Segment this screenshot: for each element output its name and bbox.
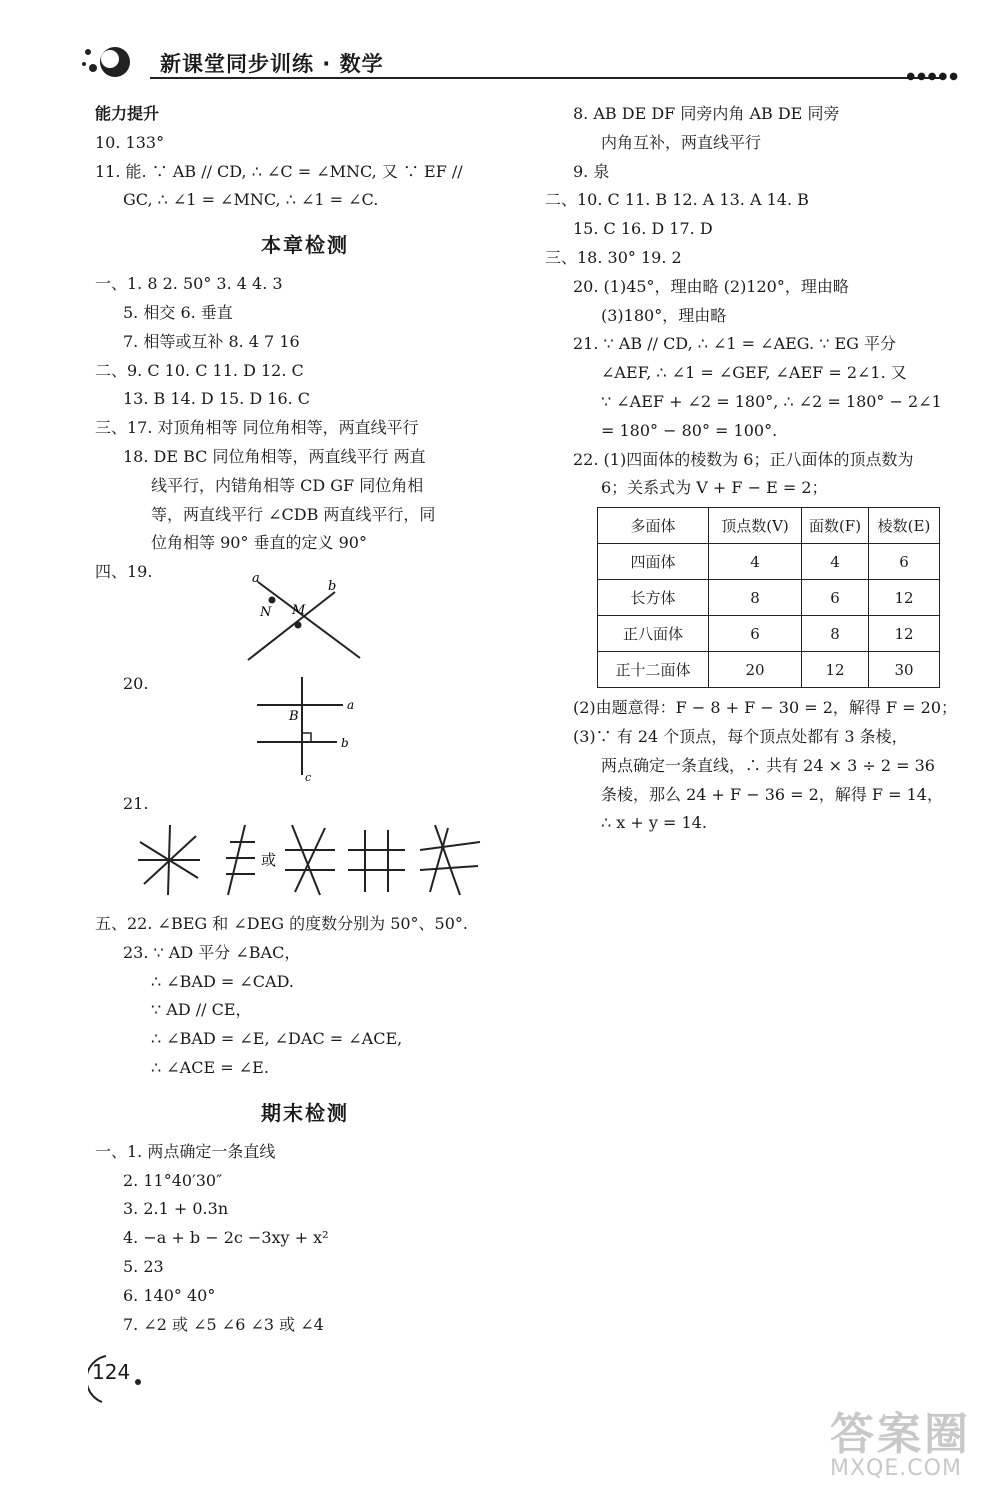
right-q20-line2: (3)180°，理由略 <box>601 305 727 325</box>
section1-line1: 一、1. 8 2. 50° 3. 4 4. 3 <box>95 274 283 294</box>
fig21-parallel-crossing <box>226 825 255 895</box>
fig21-or-text: 或 <box>261 851 277 869</box>
page-number: 124 <box>92 1360 131 1384</box>
table-cell: 12 <box>802 652 869 688</box>
final-q7: 7. ∠2 或 ∠5 ∠6 ∠3 或 ∠4 <box>123 1314 324 1334</box>
chapter-test-title: 本章检测 <box>261 233 349 258</box>
table-header-cell: 面数(F) <box>802 508 869 544</box>
table-cell: 4 <box>709 544 802 580</box>
right-section3-line1: 三、18. 30° 19. 2 <box>545 247 682 267</box>
table-cell: 正八面体 <box>598 616 709 652</box>
right-q21-line2: ∠AEF, ∴ ∠1 = ∠GEF, ∠AEF = 2∠1. 又 <box>601 363 907 383</box>
header-rule <box>150 77 940 79</box>
table-header-row <box>598 508 940 544</box>
table-cell: 8 <box>802 616 869 652</box>
table-row <box>598 616 940 652</box>
table-cell: 长方体 <box>598 580 709 616</box>
page-header <box>70 40 960 85</box>
table-cell: 正十二面体 <box>598 652 709 688</box>
table-cell: 四面体 <box>598 544 709 580</box>
right-q22-line1: 22. (1)四面体的棱数为 6；正八面体的顶点数为 <box>573 449 914 469</box>
right-q20-line1: 20. (1)45°，理由略 (2)120°，理由略 <box>573 276 849 296</box>
final-q1: 一、1. 两点确定一条直线 <box>95 1141 276 1161</box>
fig19-label-b: b <box>328 579 337 594</box>
header-title: 新课堂同步训练 · 数学 <box>160 52 384 76</box>
section1-line2: 5. 相交 6. 垂直 <box>123 302 233 322</box>
section5-q23-line4: ∴ ∠BAD = ∠E, ∠DAC = ∠ACE, <box>151 1029 403 1049</box>
question-21-label: 21. <box>123 794 149 813</box>
fig19-label-a: a <box>252 571 260 586</box>
fig21-fan-shape <box>420 825 480 895</box>
question-20-label: 20. <box>123 674 149 693</box>
table-cell: 8 <box>709 580 802 616</box>
table-row <box>598 544 940 580</box>
table-row <box>598 652 940 688</box>
right-q22-part2: (2)由题意得：F − 8 + F − 30 = 2，解得 F = 20； <box>573 698 958 718</box>
section5-q22: 五、22. ∠BEG 和 ∠DEG 的度数分别为 50°、50°. <box>95 914 469 933</box>
final-test-title: 期末检测 <box>261 1100 349 1125</box>
table-cell: 4 <box>802 544 869 580</box>
fig20-label-B: B <box>289 709 299 724</box>
left-column-lower <box>95 910 515 1339</box>
figure-20 <box>255 675 365 785</box>
section2-line2: 13. B 14. D 15. D 16. C <box>123 389 311 409</box>
final-q4: 4. −a + b − 2c −3xy + x² <box>123 1228 329 1248</box>
fig19-label-n: N <box>260 605 272 620</box>
section2-line1: 二、9. C 10. C 11. D 12. C <box>95 360 304 380</box>
answer-11-line2: GC, ∴ ∠1 = ∠MNC, ∴ ∠1 = ∠C. <box>123 190 379 210</box>
answer-10: 10. 133° <box>95 132 165 152</box>
right-section2-line2: 15. C 16. D 17. D <box>573 219 713 239</box>
right-q9: 9. 泉 <box>573 161 610 181</box>
right-q21-line4: = 180° − 80° = 100°. <box>601 420 778 440</box>
fig19-label-m: M <box>292 603 306 618</box>
watermark-url: MXQE.COM <box>830 1456 962 1481</box>
table-cell: 20 <box>709 652 802 688</box>
right-q22-part3-line3: 条棱，那么 24 + F − 36 = 2，解得 F = 14， <box>601 784 943 804</box>
figure-19 <box>240 570 380 670</box>
fig20-label-a: a <box>347 698 355 712</box>
polyhedra-table <box>597 507 940 688</box>
figure-21 <box>130 820 490 900</box>
right-q22-part3-line2: 两点确定一条直线，∴ 共有 24 × 3 ÷ 2 = 36 <box>601 755 935 775</box>
section3-line3: 线平行，内错角相等 CD GF 同位角相 <box>151 475 424 495</box>
section3-line1: 三、17. 对顶角相等 同位角相等，两直线平行 <box>95 418 419 438</box>
fig20-label-b: b <box>341 736 349 750</box>
site-watermark <box>830 1398 971 1481</box>
section1-line3: 7. 相等或互补 8. 4 7 16 <box>123 331 300 351</box>
table-header-cell: 多面体 <box>598 508 709 544</box>
final-q3: 3. 2.1 + 0.3n <box>123 1199 229 1219</box>
final-q2: 2. 11°40′30″ <box>123 1170 223 1190</box>
right-column <box>545 100 965 838</box>
ability-title: 能力提升 <box>95 104 160 123</box>
section4-q19: 四、19. <box>95 562 153 582</box>
header-dots: ●●●●● <box>906 71 960 82</box>
section5-q23-line5: ∴ ∠ACE = ∠E. <box>151 1057 269 1077</box>
table-cell: 12 <box>869 616 940 652</box>
left-column <box>95 100 515 587</box>
final-q6: 6. 140° 40° <box>123 1285 216 1305</box>
table-cell: 6 <box>869 544 940 580</box>
answer-11-line1: 11. 能. ∵ AB // CD, ∴ ∠C = ∠MNC, 又 ∵ EF // <box>95 161 463 181</box>
table-cell: 6 <box>802 580 869 616</box>
section3-line5: 位角相等 90° 垂直的定义 90° <box>151 533 367 553</box>
right-q22-line2: 6；关系式为 V + F − E = 2； <box>601 478 828 498</box>
right-q22-part3-line1: (3)∵ 有 24 个顶点，每个顶点处都有 3 条棱， <box>573 726 908 746</box>
right-q21-line1: 21. ∵ AB // CD, ∴ ∠1 = ∠AEG. ∵ EG 平分 <box>573 334 897 354</box>
right-q8-line2: 内角互补，两直线平行 <box>601 132 762 152</box>
section5-q23-line2: ∴ ∠BAD = ∠CAD. <box>151 971 294 991</box>
table-cell: 30 <box>869 652 940 688</box>
book-logo-icon <box>80 44 140 80</box>
table-cell: 12 <box>869 580 940 616</box>
table-cell: 6 <box>709 616 802 652</box>
section5-q23-line3: ∵ AD // CE， <box>151 1000 252 1020</box>
right-q21-line3: ∵ ∠AEF + ∠2 = 180°, ∴ ∠2 = 180° − 2∠1 <box>601 391 942 411</box>
right-q22-part3-line4: ∴ x + y = 14. <box>601 813 707 833</box>
final-q5: 5. 23 <box>123 1256 164 1276</box>
table-row <box>598 580 940 616</box>
right-q8-line1: 8. AB DE DF 同旁内角 AB DE 同旁 <box>573 104 840 123</box>
table-header-cell: 顶点数(V) <box>709 508 802 544</box>
fig20-label-c: c <box>305 771 312 784</box>
fig21-cross-shape <box>285 825 335 895</box>
table-header-cell: 棱数(E) <box>869 508 940 544</box>
fig21-star-shape <box>138 825 200 895</box>
right-section2-line1: 二、10. C 11. B 12. A 13. A 14. B <box>545 190 809 210</box>
watermark-logo-text: 答案圈 <box>830 1409 971 1460</box>
section3-line2: 18. DE BC 同位角相等，两直线平行 两直 <box>123 446 426 466</box>
section3-line4: 等，两直线平行 ∠CDB 两直线平行，同 <box>151 504 436 524</box>
section5-q23-line1: 23. ∵ AD 平分 ∠BAC， <box>123 942 301 962</box>
fig21-grid-shape <box>348 830 405 892</box>
